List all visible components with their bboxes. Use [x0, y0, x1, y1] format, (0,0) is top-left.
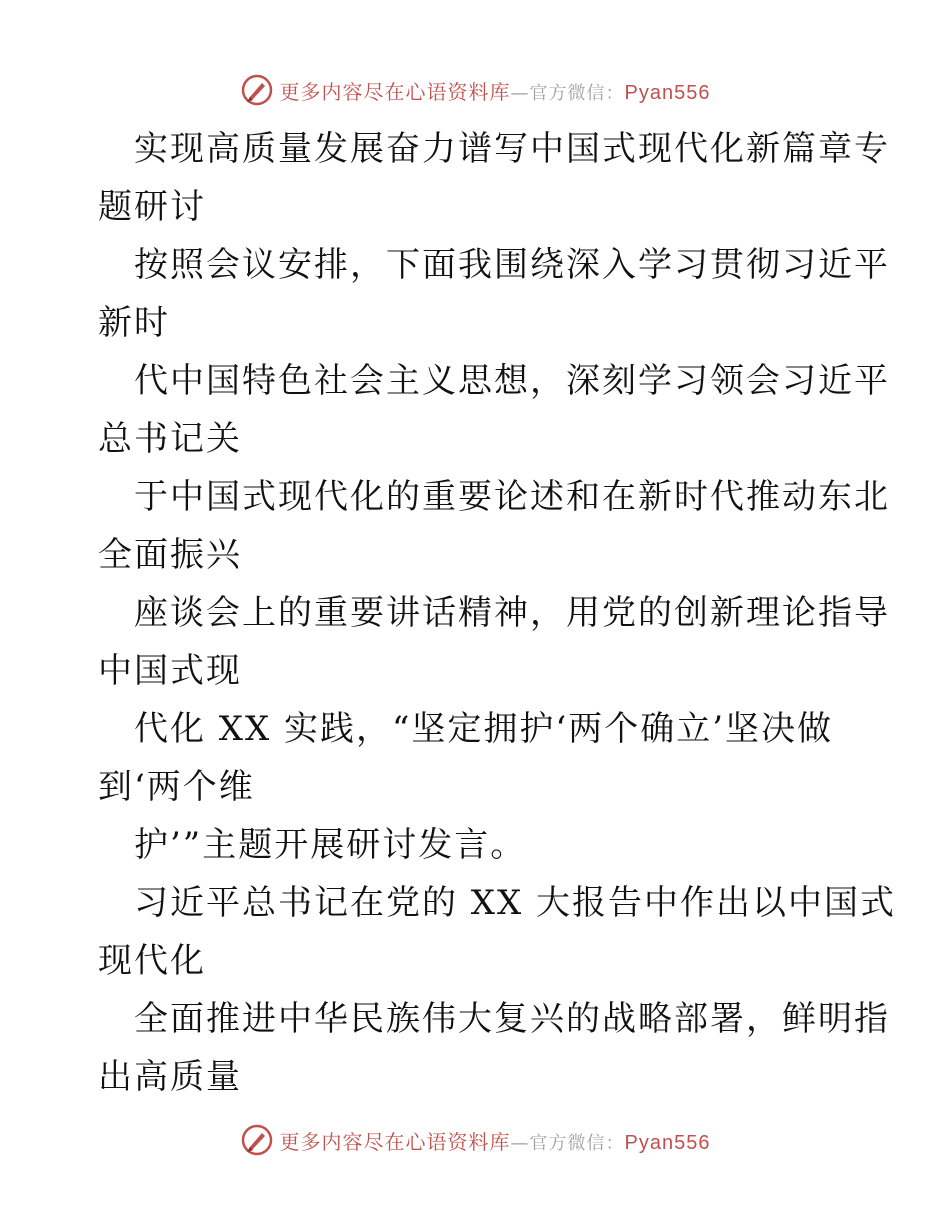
- text-line: 全面推进中华民族伟大复兴的战略部署，鲜明指: [134, 999, 890, 1039]
- pen-logo-icon: [240, 73, 274, 107]
- text-line: 代化 XX 实践，“坚定拥护‘两个确立’坚决做: [134, 709, 834, 749]
- document-body: [98, 120, 897, 1106]
- header-watermark: [0, 70, 950, 110]
- text-line: 习近平总书记在党的 XX 大报告中作出以中国式: [134, 883, 897, 923]
- text-line: 总书记关: [98, 419, 242, 459]
- watermark-text: 更多内容尽在心语资料库—官方微信：Pyan556: [279, 79, 711, 104]
- watermark-text: 更多内容尽在心语资料库—官方微信：Pyan556: [279, 1129, 711, 1154]
- text-line: 现代化: [98, 941, 206, 981]
- text-line: 护’”主题开展研讨发言。: [134, 825, 527, 865]
- text-line: 新时: [98, 303, 170, 343]
- text-line: 到‘两个维: [98, 767, 255, 807]
- text-line: 于中国式现代化的重要论述和在新时代推动东北: [134, 477, 890, 517]
- text-line: 座谈会上的重要讲话精神，用党的创新理论指导: [134, 593, 890, 633]
- text-line: 实现高质量发展奋力谱写中国式现代化新篇章专: [134, 129, 890, 169]
- pen-logo-icon: [240, 1123, 274, 1157]
- text-line: 题研讨: [98, 187, 206, 227]
- footer-watermark: [0, 1120, 950, 1160]
- text-line: 中国式现: [98, 651, 242, 691]
- text-line: 按照会议安排，下面我围绕深入学习贯彻习近平: [134, 245, 890, 285]
- text-line: 全面振兴: [98, 535, 242, 575]
- text-line: 出高质量: [98, 1057, 242, 1097]
- text-line: 代中国特色社会主义思想，深刻学习领会习近平: [134, 361, 890, 401]
